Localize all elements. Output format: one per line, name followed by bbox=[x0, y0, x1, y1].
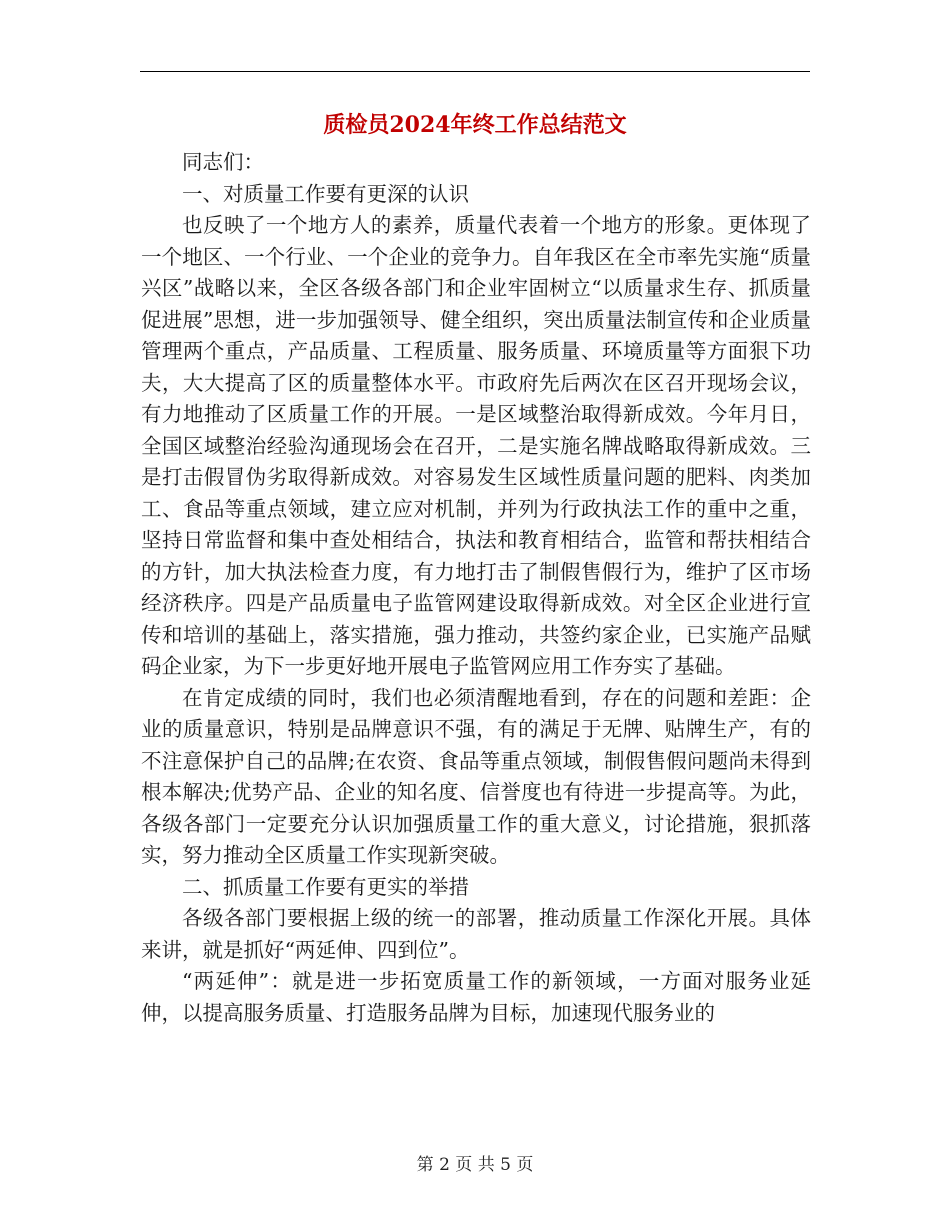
body-paragraph: “两延伸”：就是进一步拓宽质量工作的新领域，一方面对服务业延伸，以提高服务质量、打造服务品牌为目标，加速现代服务业的 bbox=[141, 969, 811, 1025]
page-number: 第 2 页 共 5 页 bbox=[416, 1155, 534, 1175]
body-paragraph: 各级各部门要根据上级的统一的部署，推动质量工作深化开展。具体来讲，就是抓好“两延伸、四到位”。 bbox=[141, 906, 811, 962]
document-body bbox=[141, 147, 811, 1029]
body-paragraph: 在肯定成绩的同时，我们也必须清醒地看到，存在的问题和差距：企业的质量意识，特别是品牌意识不强，有的满足于无牌、贴牌生产，有的不注意保护自己的品牌;在农资、食品等重点领域，制假售假问题尚未得到根本解决;优势产品、企业的知名度、信誉度也有待进一步提高等。为此，各级各部门一定要充分认识加强质量工作的重大意义，讨论措施，狠抓落实，努力推动全区质量工作实现新突破。 bbox=[141, 685, 811, 867]
document-title: 质检员2024年终工作总结范文 bbox=[323, 112, 627, 138]
section-heading-2: 二、抓质量工作要有更实的举措 bbox=[182, 874, 469, 899]
header-rule bbox=[140, 71, 810, 72]
salutation: 同志们： bbox=[182, 150, 264, 174]
section-heading-1: 一、对质量工作要有更深的认识 bbox=[182, 181, 469, 206]
body-paragraph: 也反映了一个地方人的素养，质量代表着一个地方的形象。更体现了一个地区、一个行业、一个企业的竞争力。自年我区在全市率先实施“质量兴区”战略以来，全区各级各部门和企业牢固树立“以质量求生存、抓质量促进展”思想，进一步加强领导、健全组织，突出质量法制宣传和企业质量管理两个重点，产品质量、工程质量、服务质量、环境质量等方面狠下功夫，大大提高了区的质量整体水平。市政府先后两次在区召开现场会议，有力地推动了区质量工作的开展。一是区域整治取得新成效。今年月日，全国区域整治经验沟通现场会在召开，二是实施名牌战略取得新成效。三是打击假冒伪劣取得新成效。对容易发生区域性质量问题的肥料、肉类加工、食品等重点领域，建立应对机制，并列为行政执法工作的重中之重，坚持日常监督和集中查处相结合，执法和教育相结合，监管和帮扶相结合的方针，加大执法检查力度，有力地打击了制假售假行为，维护了区市场经济秩序。四是产品质量电子监管网建设取得新成效。对全区企业进行宣传和培训的基础上，落实措施，强力推动，共签约家企业，已实施产品赋码企业家，为下一步更好地开展电子监管网应用工作夯实了基础。 bbox=[141, 213, 811, 678]
